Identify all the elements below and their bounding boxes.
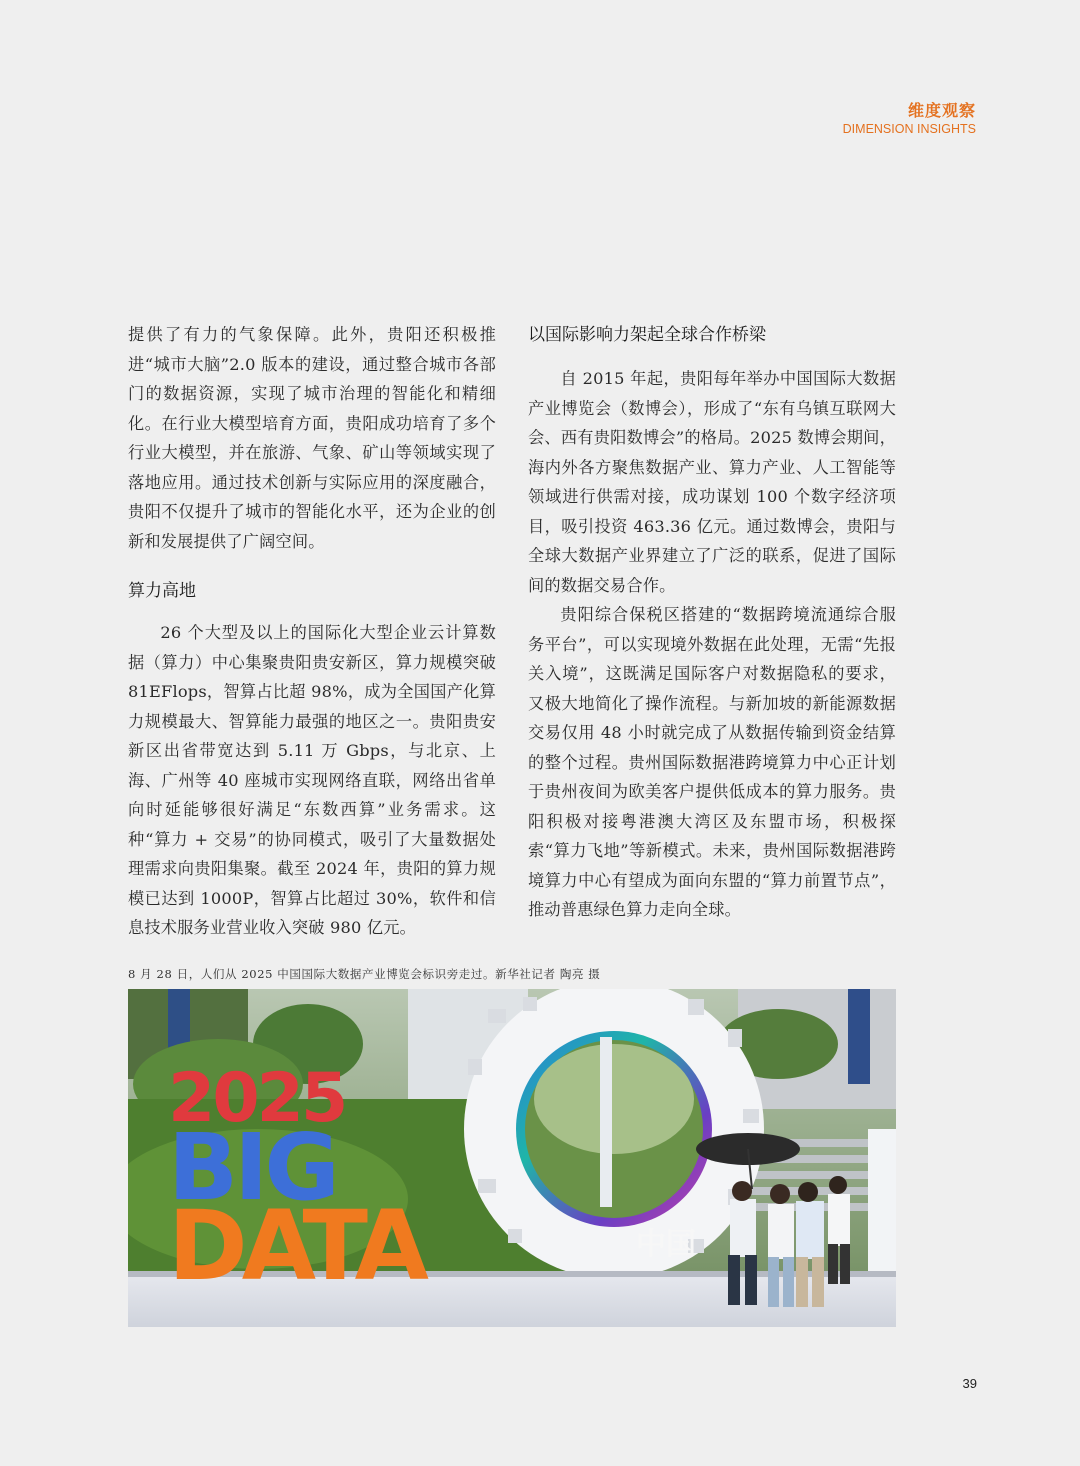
right-paragraph-2: 贵阳综合保税区搭建的“数据跨境流通综合服务平台”，可以实现境外数据在此处理，无需“先报关入境”，这既满足国际客户对数据隐私的要求，又极大地简化了操作流程。与新加坡的新能源数据交易仅用 48 小时就完成了从数据传输到资金结算的整个过程。贵州国际数据港跨境算力中心正计划于贵州夜间为欧美客户提供低成本的算力服务。贵阳积极对接粤港澳大湾区及东盟市场，积极探索“算力飞地”等新模式。未来，贵州国际数据港跨境算力中心有望成为面向东盟的“算力前置节点”，推动普惠绿色算力走向全球。	[528, 605, 896, 919]
section-tag	[843, 98, 976, 136]
sign-word-data: DATA	[168, 1190, 423, 1302]
left-paragraph-2: 26 个大型及以上的国际化大型企业云计算数据（算力）中心集聚贵阳贵安新区，算力规模突破 81EFlops，智算占比超 98%，成为全国国产化算力规模最大、智算能力最强的地区之一。贵阳贵安新区出省带宽达到 5.11 万 Gbps，与北京、上海、广州等 40 座城市实现网络直联，网络出省单向时延能够很好满足“东数西算”业务需求。这种“算力 + 交易”的协同模式，吸引了大量数据处理需求向贵阳集聚。截至 2024 年，贵阳的算力规模已达到 1000P，智算占比超过 30%，软件和信息技术服务业营业收入突破 980 亿元。	[128, 623, 496, 937]
big-data-expo-photo	[128, 989, 896, 1327]
right-column	[528, 320, 896, 925]
photo-caption: 8 月 28 日，人们从 2025 中国国际大数据产业博览会标识旁走过。新华社记者 陶亮 摄	[128, 967, 601, 981]
page-number: 39	[962, 1376, 977, 1391]
sign-year-text: 2025	[168, 1059, 346, 1138]
section-title-zh: 维度观察	[907, 101, 976, 120]
left-column	[128, 320, 496, 943]
right-paragraph-1: 自 2015 年起，贵阳每年举办中国国际大数据产业博览会（数博会），形成了“东有乌镇互联网大会、西有贵阳数博会”的格局。2025 数博会期间，海内外各方聚焦数据产业、算力产业、人工智能等领域进行供需对接，成功谋划 100 个数字经济项目，吸引投资 463.36 亿元。通过数博会，贵阳与全球大数据产业界建立了广泛的联系，促进了国际间的数据交易合作。	[528, 369, 896, 595]
heading-international-bridge: 以国际影响力架起全球合作桥梁	[528, 325, 766, 345]
heading-computing-power: 算力高地	[128, 581, 196, 601]
section-title-en: DIMENSION INSIGHTS	[842, 122, 976, 136]
sign-word-big: BIG	[168, 1114, 336, 1221]
left-paragraph-1: 提供了有力的气象保障。此外，贵阳还积极推进“城市大脑”2.0 版本的建设，通过整合城市各部门的数据资源，实现了城市治理的智能化和精细化。在行业大模型培育方面，贵阳成功培育了多个行业大模型，并在旅游、气象、矿山等领域实现了落地应用。通过技术创新与实际应用的深度融合，贵阳不仅提升了城市的智能化水平，还为企业的创新和发展提供了广阔空间。	[128, 325, 496, 551]
sign-china-text: 中国	[636, 1227, 696, 1262]
